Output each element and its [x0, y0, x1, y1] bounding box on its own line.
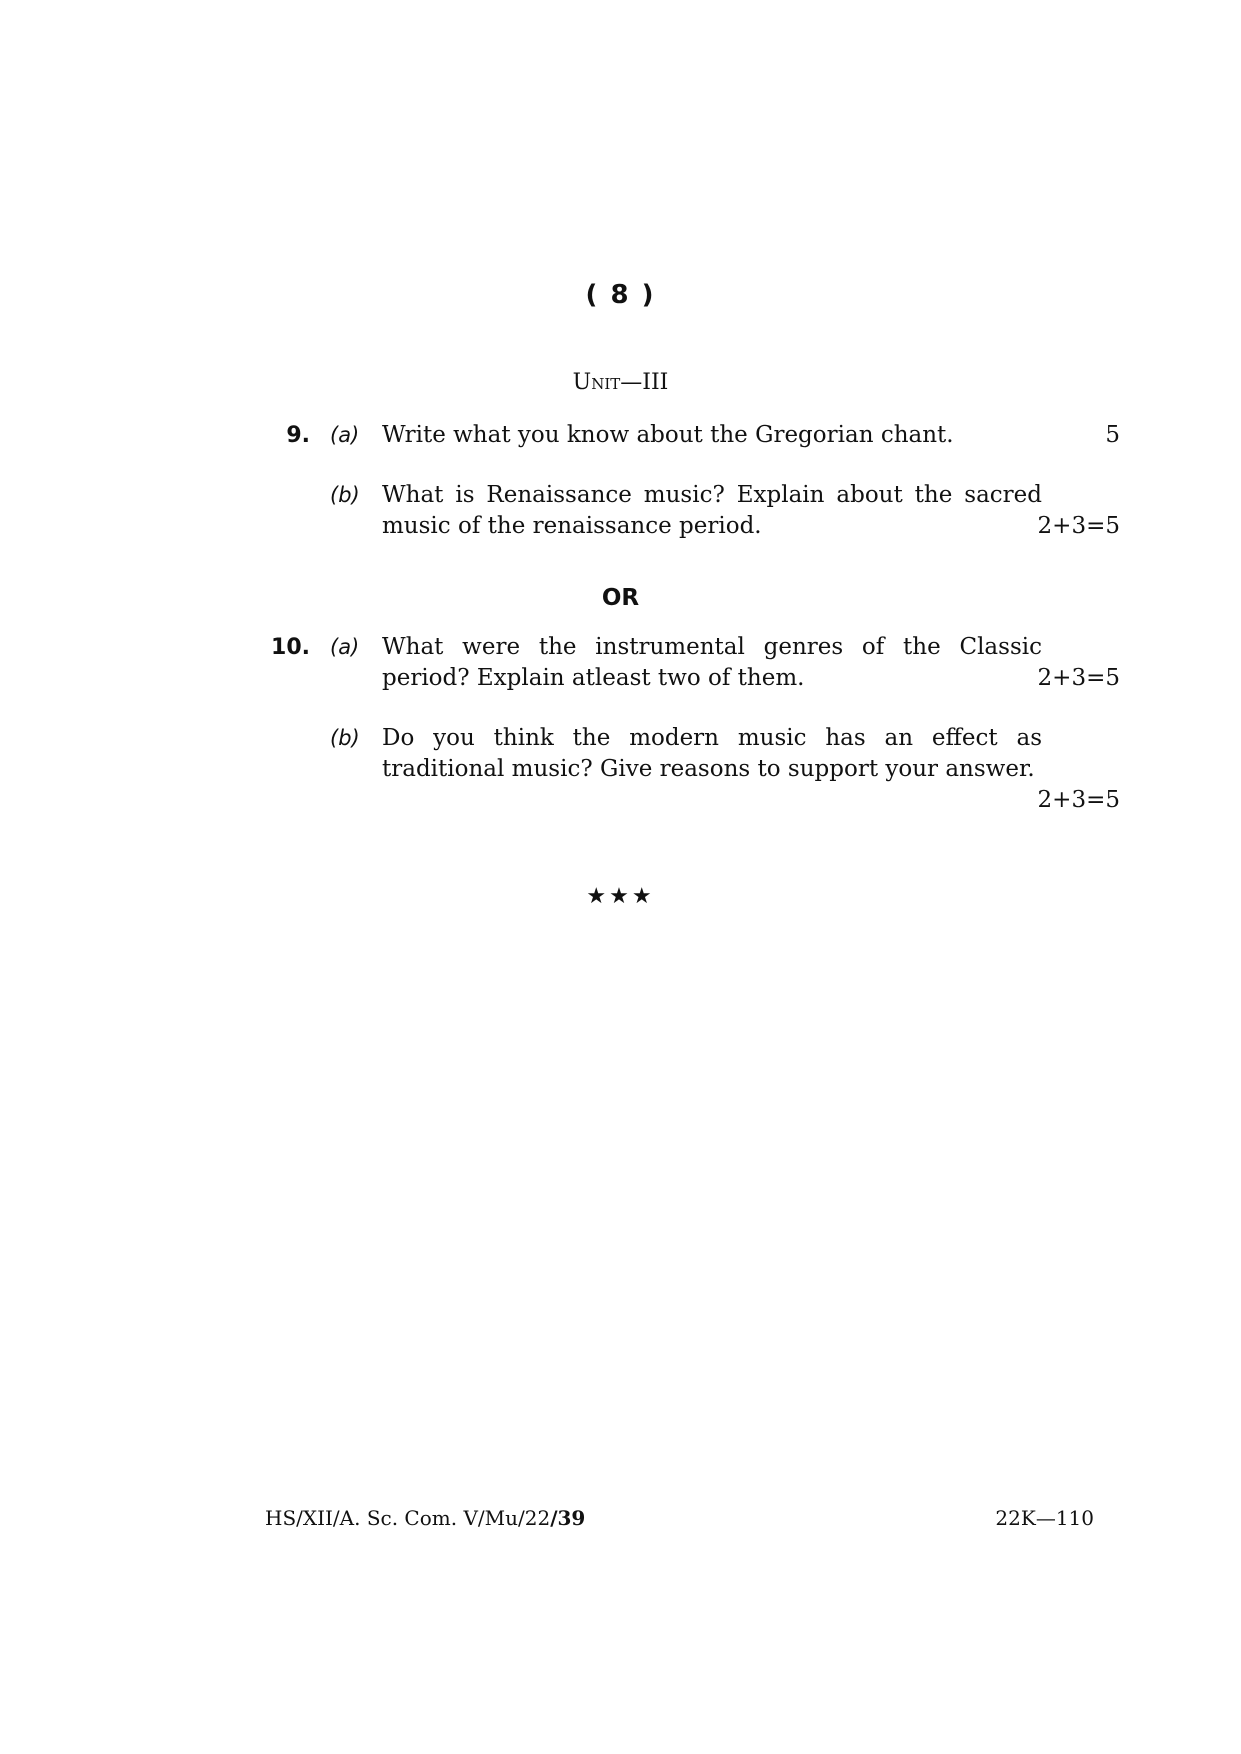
unit-label: Unit — [572, 370, 621, 395]
question-text: What were the instrumental genres of the Classic period? Explain atleast two of them. — [382, 634, 1042, 691]
part-label: (b) — [330, 726, 360, 750]
end-stars: ★★★ — [586, 884, 655, 909]
question-number: 9. — [286, 423, 310, 448]
footer-code-prefix: HS/XII/A. Sc. Com. V/Mu/22 — [265, 1506, 551, 1530]
unit-heading — [0, 370, 1241, 395]
question-text: Do you think the modern music has an effect as traditional music? Give reasons to support your answer. — [382, 725, 1042, 782]
footer-code-suffix: /39 — [550, 1506, 586, 1530]
question-number: 10. — [271, 635, 310, 660]
part-label: (a) — [330, 423, 360, 447]
marks: 5 — [1105, 422, 1120, 448]
or-separator: OR — [601, 585, 640, 611]
marks: 2+3=5 — [1037, 787, 1120, 813]
unit-numeral: —III — [620, 370, 669, 395]
part-label: (a) — [330, 635, 360, 659]
marks: 2+3=5 — [1037, 665, 1120, 691]
question-text: Write what you know about the Gregorian chant. — [382, 422, 954, 448]
footer-paper-id: 22K—110 — [995, 1506, 1094, 1530]
part-label: (b) — [330, 483, 360, 507]
footer-code — [265, 1506, 585, 1530]
question-text: What is Renaissance music? Explain about the sacred music of the renaissance period. — [382, 482, 1042, 539]
marks: 2+3=5 — [1037, 513, 1120, 539]
page-number: ( 8 ) — [585, 280, 656, 310]
